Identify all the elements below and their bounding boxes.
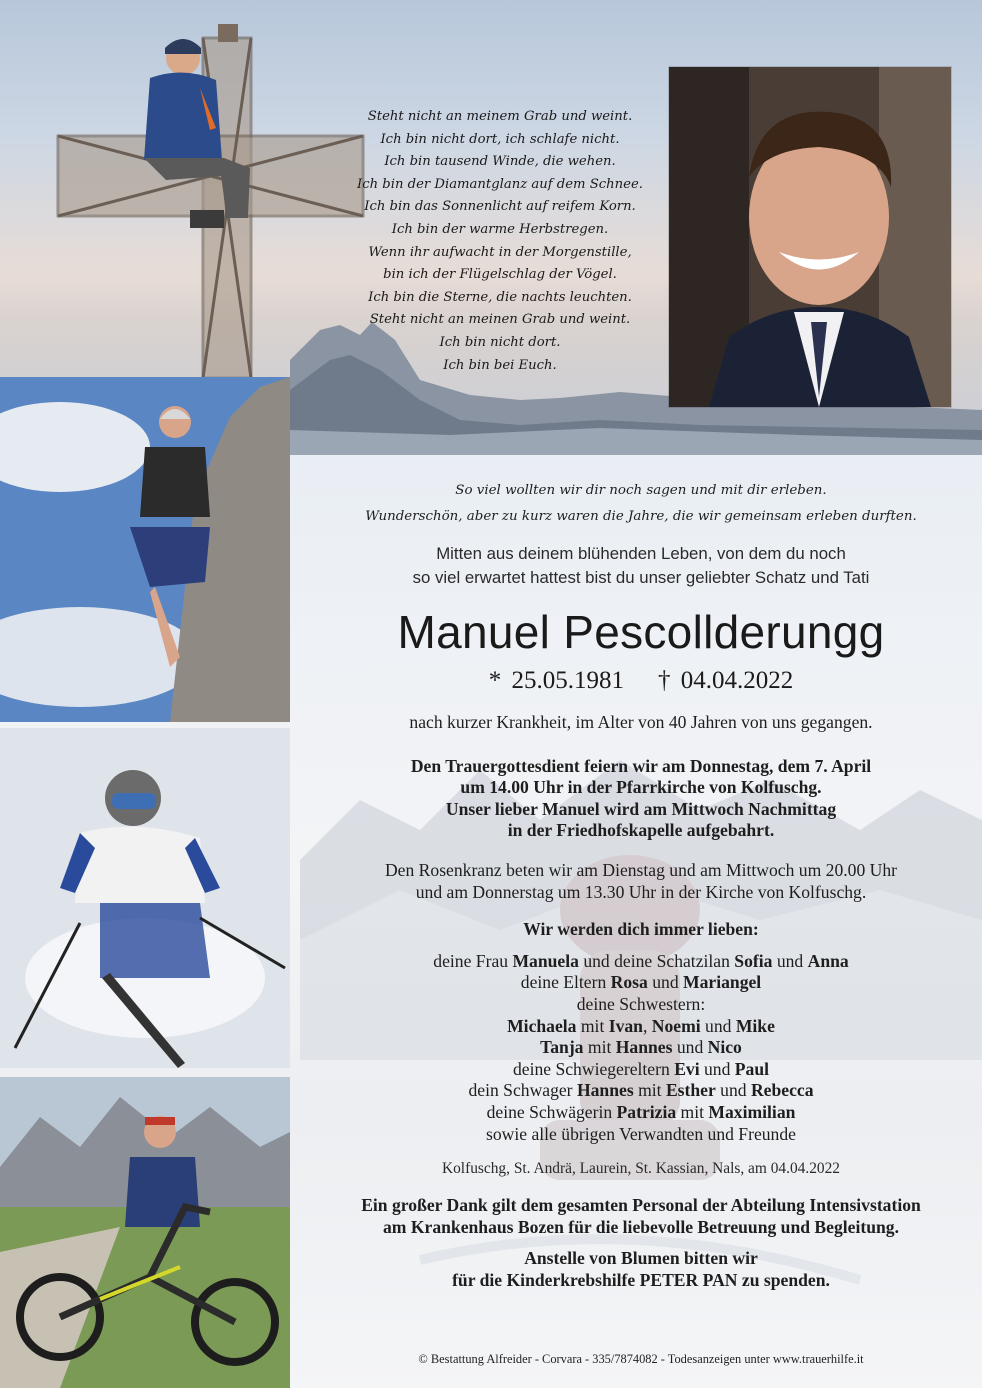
quote-line: Wunderschön, aber zu kurz waren die Jahre, die wir gemeinsam erleben durften. [365,509,917,524]
poem-line: Ich bin bei Euch. [443,357,557,373]
mourner-text: und [699,1058,735,1079]
footer-credit: © Bestattung Alfreider - Corvara - 335/7874082 - Todesanzeigen unter www.trauerhilfe.it [418,1352,864,1366]
thanks-line: Ein großer Dank gilt dem gesamten Personal der Abteilung Intensivstation [361,1195,921,1216]
thanks-line: am Krankenhaus Bozen für die liebevolle Betreuung und Begleitung. [383,1216,899,1237]
life-dates [300,664,982,698]
mourner-line [300,1016,982,1038]
poem-line: Ich bin tausend Winde, die wehen. [384,154,616,170]
donation-line: Anstelle von Blumen bitten wir [524,1248,758,1269]
death-date: † 04.04.2022 [658,667,794,694]
mourner-name: Rebecca [750,1080,814,1101]
mourner-text: deine Schwiegereltern [512,1058,675,1079]
mourner-name: Esther [665,1080,716,1101]
poem-line: Steht nicht an meinen Grab und weint. [369,312,631,328]
mourner-name: Manuela [512,950,579,971]
portrait-photo [669,67,951,407]
mourner-name: Hannes [576,1080,634,1101]
mourner-text: mit [676,1101,709,1122]
poem-line: Ich bin der warme Herbstregen. [391,221,609,237]
poem-line: Ich bin das Sonnenlicht auf reifem Korn. [364,199,636,215]
mourner-name: Noemi [651,1015,701,1036]
mourner-text: und [772,950,808,971]
mountain-bike-photo [0,1077,290,1388]
service-line: um 14.00 Uhr in der Pfarrkirche von Kolfuschg. [460,777,822,798]
mourner-name: Mariangel [683,972,762,993]
mourner-name: Evi [674,1058,700,1079]
mourner-line [300,1059,982,1081]
mourner-line [300,972,982,994]
mourner-text: mit [583,1037,616,1058]
mourner-line: sowie alle übrigen Verwandten und Freunde [486,1123,796,1144]
mourner-name: Tanja [540,1037,584,1058]
poem [345,106,655,377]
mourner-text: deine Frau [433,950,513,971]
mourner-line [300,951,982,973]
climbing-photo [0,377,290,722]
mourner-line [300,1037,982,1059]
mourner-name: Mike [735,1015,775,1036]
summit-cross-photo [40,18,380,378]
poem-line: Ich bin nicht dort. [439,334,561,350]
mourner-name: Rosa [610,972,648,993]
quote-line: So viel wollten wir dir noch sagen und mit dir erleben. [455,483,827,498]
service-line: Unser lieber Manuel wird am Mittwoch Nachmittag [445,798,837,819]
mourner-name: Hannes [615,1037,673,1058]
intro-line: so viel erwartet hattest bist du unser geliebter Schatz und Tati [412,568,870,587]
poem-line: Steht nicht an meinem Grab und weint. [367,109,633,124]
mourner-name: Nico [707,1037,742,1058]
mourner-text: mit [633,1080,666,1101]
intro-line: Mitten aus deinem blühenden Leben, von dem du noch [436,544,846,563]
mourner-name: Michaela [507,1015,577,1036]
mourner-text: und [672,1037,708,1058]
mourner-text: und [647,972,684,993]
mourner-name: Patrizia [616,1101,677,1122]
poem-line: Ich bin der Diamantglanz auf dem Schnee. [357,176,643,192]
poem-line: Wenn ihr aufwacht in der Morgenstille, [368,244,632,260]
donation-line: für die Kinderkrebshilfe PETER PAN zu spenden. [452,1269,830,1290]
love-heading: Wir werden dich immer lieben: [523,919,759,940]
poem-line: Ich bin nicht dort, ich schlafe nicht. [380,131,620,147]
skiing-photo [0,728,290,1068]
mourner-text: , [642,1015,652,1036]
poem-line: Ich bin die Sterne, die nachts leuchten. [368,289,632,305]
service-line: in der Friedhofskapelle aufgebahrt. [507,820,775,841]
rosary-line: Den Rosenkranz beten wir am Dienstag und am Mittwoch um 20.00 Uhr [384,859,898,880]
mourner-name: Ivan [608,1015,643,1036]
death-note: nach kurzer Krankheit, im Alter von 40 Jahren von uns gegangen. [409,712,873,732]
mourner-text: mit [576,1015,609,1036]
mourner-line [300,1102,982,1124]
birth-date: * 25.05.1981 [488,667,624,694]
mourner-line [300,1080,982,1102]
poem-line: bin ich der Flügelschlag der Vögel. [383,267,617,283]
rosary-line: und am Donnerstag um 13.30 Uhr in der Kirche von Kolfuschg. [415,881,867,902]
mourner-text: deine Schwägerin [486,1101,617,1122]
mourner-line: deine Schwestern: [576,993,706,1014]
place-date: Kolfuschg, St. Andrä, Laurein, St. Kassian, Nals, am 04.04.2022 [442,1160,840,1178]
mourner-text: und [715,1080,751,1101]
obituary-text [300,478,982,1291]
mourner-text: dein Schwager [468,1080,577,1101]
mourner-name: Sofia [734,950,773,971]
deceased-name: Manuel Pescollderungg [397,606,885,658]
mourner-text: und deine Schatzilan [578,950,735,971]
mourner-text: und [700,1015,736,1036]
mourner-name: Maximilian [708,1101,796,1122]
service-line: Den Trauergottesdient feiern wir am Donnestag, dem 7. April [410,755,872,776]
mourner-text: deine Eltern [520,972,611,993]
mourner-name: Paul [734,1058,770,1079]
mourner-name: Anna [807,950,849,971]
